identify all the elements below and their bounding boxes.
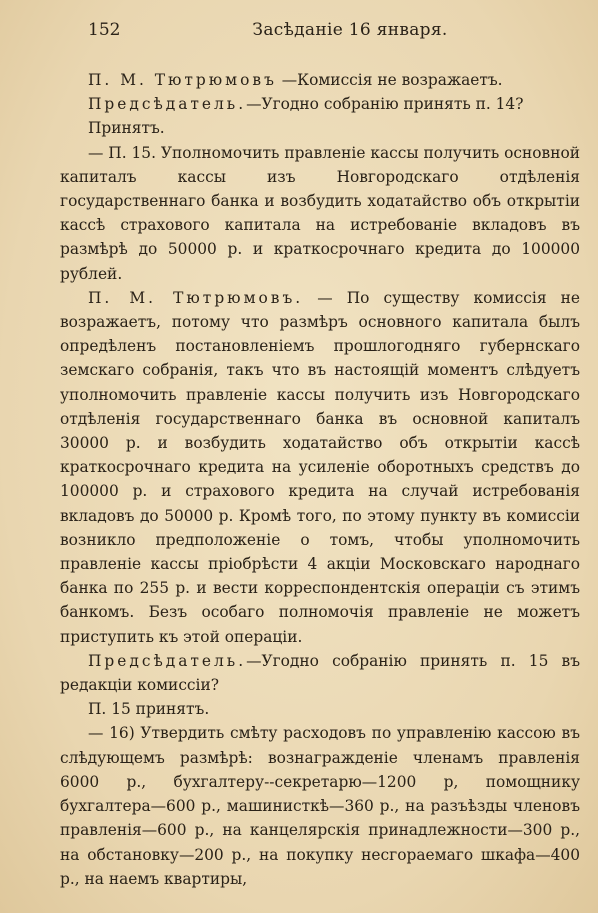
paragraph-text: П. 15 принятъ. — [88, 700, 210, 719]
speaker-name: П. М. Тютрюмовъ — [88, 71, 277, 89]
body-text — [60, 68, 580, 891]
page-header — [60, 16, 580, 50]
paragraph — [60, 286, 580, 649]
paragraph — [60, 68, 580, 92]
speaker-name: Предсѣдатель. — [88, 651, 247, 670]
paragraph-text: Принятъ. — [88, 119, 165, 138]
paragraph-text: — П. 15. Уполномочить правленіе кассы получить основной капиталъ кассы изъ Новгородскаго отдѣленія государственнаго банка и возбудить ходатайство объ открытіи кассѣ страхового капитала на истребованіе вкладовъ въ размѣрѣ до 50000 р. и краткосрочнаго кредита до 100000 рублей. — [60, 143, 580, 283]
paragraph-text: — 16) Утвердить смѣту расходовъ по управленію кассою въ слѣдующемъ размѣрѣ: вознагражденіе членамъ правленія 6000 р., бухгалтеру--секретарю—1200 р, помощнику бухгалтера—600 р., машинисткѣ—360 р., на разъѣзды членовъ правленія—600 р., на канцелярскія принадлежности—300 р., на обстановку—200 р., на покупку несгораемаго шкафа—400 р., на наемъ квартиры, — [60, 724, 580, 888]
paragraph-text: — По существу комиссія не возражаетъ, потому что размѣръ основного капитала былъ опредѣленъ постановленіемъ прошлогодняго губернскаго земскаго собранія, такъ что въ настоящій моментъ слѣдуетъ уполномочить правленіе кассы получить изъ Новгородскаго отдѣленія государственнаго банка въ основной капиталъ 30000 р. и возбудить ходатайство объ открытіи кассѣ краткосрочнаго кредита на усиленіе оборотныхъ средствъ до 100000 р. и страхового кредита на случай истребованія вкладовъ до 50000 р. Кромѣ того, по этому пункту въ комиссіи возникло предположеніе о томъ, чтобы уполномочить правленіе кассы пріобрѣсти 4 акціи Московскаго народнаго банка по 255 р. и вести корреспондентскія операціи съ этимъ банкомъ. Безъ особаго полномочія правленіе не можетъ приступить къ этой операціи. — [60, 288, 580, 646]
page-number: 152 — [88, 20, 121, 40]
speaker-name: Предсѣдатель. — [88, 95, 247, 114]
paragraph — [60, 116, 580, 140]
paragraph — [60, 649, 580, 697]
paragraph-text: —Угодно собранію принять п. 15 въ редакціи комиссіи? — [60, 651, 580, 695]
paragraph-text: —Угодно собранію принять п. 14? — [246, 95, 524, 114]
paragraph — [60, 697, 580, 721]
paragraph — [60, 721, 580, 890]
paragraph — [60, 141, 580, 286]
speaker-name: П. М. Тютрюмовъ. — [88, 288, 304, 307]
paragraph — [60, 92, 580, 116]
running-head: Засѣданіе 16 января. — [252, 20, 448, 40]
paragraph-text: —Комиссія не возражаетъ. — [276, 71, 503, 89]
